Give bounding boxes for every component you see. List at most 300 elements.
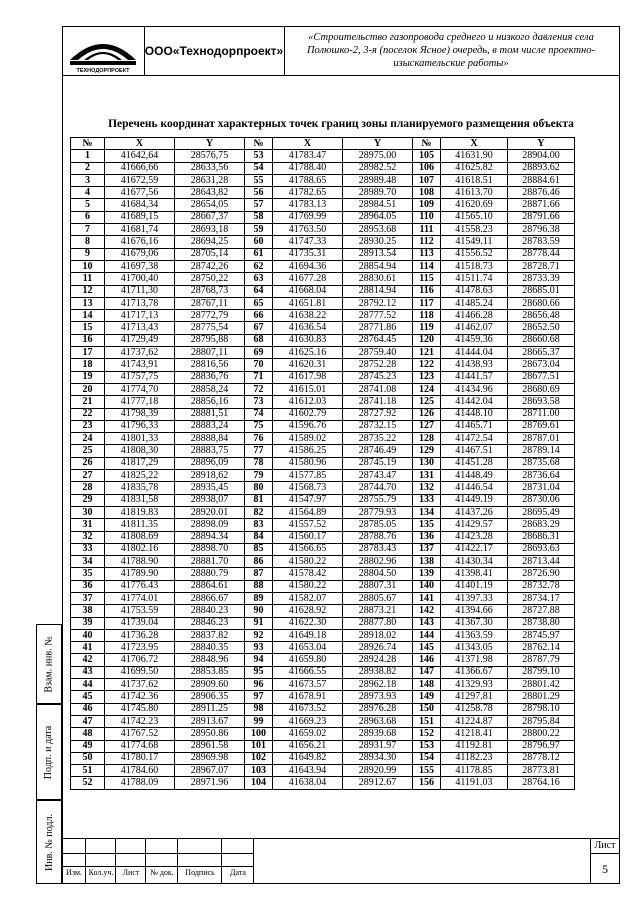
x-coordinate-cell: 41459.36 — [441, 334, 508, 346]
x-coordinate-cell: 41668.04 — [273, 285, 343, 297]
y-coordinate-cell: 28880.79 — [175, 568, 245, 580]
point-number-cell: 106 — [413, 162, 441, 174]
table-row — [71, 592, 575, 604]
point-number-cell: 140 — [413, 580, 441, 592]
x-coordinate-cell: 41367.30 — [441, 617, 508, 629]
point-number-cell: 31 — [71, 519, 105, 531]
point-number-cell: 26 — [71, 457, 105, 469]
point-number-cell: 38 — [71, 605, 105, 617]
y-coordinate-cell: 28727.92 — [343, 408, 413, 420]
x-coordinate-cell: 41717,13 — [105, 310, 175, 322]
point-number-cell: 32 — [71, 531, 105, 543]
point-number-cell: 116 — [413, 285, 441, 297]
table-header-row — [71, 138, 575, 150]
table-row — [71, 691, 575, 703]
y-coordinate-cell: 28733.39 — [508, 273, 575, 285]
y-coordinate-cell: 28695.49 — [508, 506, 575, 518]
point-number-cell: 20 — [71, 383, 105, 395]
point-number-cell: 143 — [413, 617, 441, 629]
y-coordinate-cell: 28930.25 — [343, 236, 413, 248]
y-coordinate-cell: 28576,75 — [175, 150, 245, 162]
y-coordinate-cell: 28791.66 — [508, 211, 575, 223]
point-number-cell: 46 — [71, 703, 105, 715]
x-coordinate-cell: 41798,39 — [105, 408, 175, 420]
x-coordinate-cell: 41566.65 — [273, 543, 343, 555]
x-coordinate-cell: 41684,34 — [105, 199, 175, 211]
x-coordinate-cell: 41556.52 — [441, 248, 508, 260]
y-coordinate-cell: 28854.94 — [343, 260, 413, 272]
x-coordinate-cell: 41831,58 — [105, 494, 175, 506]
y-coordinate-cell: 28962.18 — [343, 679, 413, 691]
stamp-col-kolich — [86, 838, 116, 884]
point-number-cell: 52 — [71, 777, 105, 789]
table-row — [71, 470, 575, 482]
point-number-cell: 63 — [245, 273, 273, 285]
y-coordinate-cell: 28743.47 — [343, 470, 413, 482]
x-coordinate-cell: 41630.83 — [273, 334, 343, 346]
x-coordinate-cell: 41659.02 — [273, 728, 343, 740]
point-number-cell: 50 — [71, 752, 105, 764]
y-coordinate-cell: 28795.84 — [508, 715, 575, 727]
point-number-cell: 36 — [71, 580, 105, 592]
point-number-cell: 59 — [245, 224, 273, 236]
table-row — [71, 703, 575, 715]
y-coordinate-cell: 28764.16 — [508, 777, 575, 789]
point-number-cell: 111 — [413, 224, 441, 236]
column-header: Y — [343, 138, 413, 150]
point-number-cell: 54 — [245, 162, 273, 174]
y-coordinate-cell: 28736.64 — [508, 470, 575, 482]
x-coordinate-cell: 41485.24 — [441, 297, 508, 309]
x-coordinate-cell: 41747.33 — [273, 236, 343, 248]
y-coordinate-cell: 28735.22 — [343, 433, 413, 445]
point-number-cell: 84 — [245, 531, 273, 543]
stamp-label-list: Лист — [122, 868, 140, 877]
x-coordinate-cell: 41363.59 — [441, 629, 508, 641]
document-header — [62, 26, 620, 76]
x-coordinate-cell: 41706.72 — [105, 654, 175, 666]
stamp-label-izm: Изм. — [66, 868, 82, 877]
point-number-cell: 109 — [413, 199, 441, 211]
point-number-cell: 131 — [413, 470, 441, 482]
y-coordinate-cell: 28876.46 — [508, 187, 575, 199]
x-coordinate-cell: 41297.81 — [441, 691, 508, 703]
table-row — [71, 728, 575, 740]
point-number-cell: 44 — [71, 679, 105, 691]
table-row — [71, 777, 575, 789]
point-number-cell: 41 — [71, 642, 105, 654]
x-coordinate-cell: 41642,64 — [105, 150, 175, 162]
x-coordinate-cell: 41780.17 — [105, 752, 175, 764]
x-coordinate-cell: 41612.03 — [273, 396, 343, 408]
y-coordinate-cell: 28773.81 — [508, 765, 575, 777]
x-coordinate-cell: 41673.57 — [273, 679, 343, 691]
point-number-cell: 53 — [245, 150, 273, 162]
point-number-cell: 40 — [71, 629, 105, 641]
table-row — [71, 371, 575, 383]
logo-text: ТЕХНОДОРПРОЕКТ — [76, 68, 130, 74]
page-title: Перечень координат характерных точек границ зоны планируемого размещения объекта — [108, 118, 574, 130]
x-coordinate-cell: 41422.17 — [441, 543, 508, 555]
table-row — [71, 310, 575, 322]
point-number-cell: 153 — [413, 740, 441, 752]
y-coordinate-cell: 28894.34 — [175, 531, 245, 543]
point-number-cell: 105 — [413, 150, 441, 162]
x-coordinate-cell: 41618.51 — [441, 174, 508, 186]
x-coordinate-cell: 41558.23 — [441, 224, 508, 236]
y-coordinate-cell: 28778.44 — [508, 248, 575, 260]
x-coordinate-cell: 41438.93 — [441, 359, 508, 371]
x-coordinate-cell: 41442.04 — [441, 396, 508, 408]
x-coordinate-cell: 41819.83 — [105, 506, 175, 518]
y-coordinate-cell: 28953.68 — [343, 224, 413, 236]
x-coordinate-cell: 41466.28 — [441, 310, 508, 322]
x-coordinate-cell: 41679,06 — [105, 248, 175, 260]
y-coordinate-cell: 28975.00 — [343, 150, 413, 162]
y-coordinate-cell: 28856,16 — [175, 396, 245, 408]
y-coordinate-cell: 28982.52 — [343, 162, 413, 174]
x-coordinate-cell: 41437.26 — [441, 506, 508, 518]
x-coordinate-cell: 41580.22 — [273, 580, 343, 592]
x-coordinate-cell: 41580.96 — [273, 457, 343, 469]
table-row — [71, 322, 575, 334]
x-coordinate-cell: 41444.04 — [441, 347, 508, 359]
point-number-cell: 62 — [245, 260, 273, 272]
point-number-cell: 2 — [71, 162, 105, 174]
point-number-cell: 148 — [413, 679, 441, 691]
point-number-cell: 95 — [245, 666, 273, 678]
point-number-cell: 141 — [413, 592, 441, 604]
y-coordinate-cell: 28858,24 — [175, 383, 245, 395]
point-number-cell: 86 — [245, 556, 273, 568]
table-row — [71, 187, 575, 199]
y-coordinate-cell: 28779.93 — [343, 506, 413, 518]
x-coordinate-cell: 41783.47 — [273, 150, 343, 162]
x-coordinate-cell: 41774.01 — [105, 592, 175, 604]
sheet-label: Лист — [594, 840, 616, 851]
x-coordinate-cell: 41689,15 — [105, 211, 175, 223]
x-coordinate-cell: 41631.90 — [441, 150, 508, 162]
y-coordinate-cell: 28685.01 — [508, 285, 575, 297]
x-coordinate-cell: 41625.16 — [273, 347, 343, 359]
y-coordinate-cell: 28799.10 — [508, 666, 575, 678]
point-number-cell: 94 — [245, 654, 273, 666]
x-coordinate-cell: 41557.52 — [273, 519, 343, 531]
table-row — [71, 297, 575, 309]
y-coordinate-cell: 28759.40 — [343, 347, 413, 359]
point-number-cell: 88 — [245, 580, 273, 592]
x-coordinate-cell: 41258.78 — [441, 703, 508, 715]
x-coordinate-cell: 41423.28 — [441, 531, 508, 543]
point-number-cell: 15 — [71, 322, 105, 334]
point-number-cell: 98 — [245, 703, 273, 715]
point-number-cell: 142 — [413, 605, 441, 617]
point-number-cell: 7 — [71, 224, 105, 236]
y-coordinate-cell: 28816,56 — [175, 359, 245, 371]
table-row — [71, 519, 575, 531]
point-number-cell: 120 — [413, 334, 441, 346]
point-number-cell: 6 — [71, 211, 105, 223]
point-number-cell: 66 — [245, 310, 273, 322]
point-number-cell: 89 — [245, 592, 273, 604]
x-coordinate-cell: 41742.36 — [105, 691, 175, 703]
point-number-cell: 87 — [245, 568, 273, 580]
y-coordinate-cell: 28731.04 — [508, 482, 575, 494]
point-number-cell: 146 — [413, 654, 441, 666]
x-coordinate-cell: 41737,62 — [105, 347, 175, 359]
x-coordinate-cell: 41672,59 — [105, 174, 175, 186]
point-number-cell: 58 — [245, 211, 273, 223]
y-coordinate-cell: 28665.37 — [508, 347, 575, 359]
y-coordinate-cell: 28762.14 — [508, 642, 575, 654]
point-number-cell: 138 — [413, 556, 441, 568]
y-coordinate-cell: 28840.35 — [175, 642, 245, 654]
y-coordinate-cell: 28745.23 — [343, 371, 413, 383]
y-coordinate-cell: 28913.54 — [343, 248, 413, 260]
table-row — [71, 494, 575, 506]
y-coordinate-cell: 28805.67 — [343, 592, 413, 604]
table-row — [71, 666, 575, 678]
point-number-cell: 78 — [245, 457, 273, 469]
x-coordinate-cell: 41622.30 — [273, 617, 343, 629]
y-coordinate-cell: 28683.29 — [508, 519, 575, 531]
y-coordinate-cell: 28633,56 — [175, 162, 245, 174]
point-number-cell: 152 — [413, 728, 441, 740]
y-coordinate-cell: 28750,22 — [175, 273, 245, 285]
column-header: X — [441, 138, 508, 150]
point-number-cell: 1 — [71, 150, 105, 162]
point-number-cell: 24 — [71, 433, 105, 445]
y-coordinate-cell: 28913.67 — [175, 715, 245, 727]
x-coordinate-cell: 41656.21 — [273, 740, 343, 752]
point-number-cell: 65 — [245, 297, 273, 309]
point-number-cell: 150 — [413, 703, 441, 715]
x-coordinate-cell: 41617.98 — [273, 371, 343, 383]
point-number-cell: 45 — [71, 691, 105, 703]
y-coordinate-cell: 28728.71 — [508, 260, 575, 272]
point-number-cell: 61 — [245, 248, 273, 260]
point-number-cell: 9 — [71, 248, 105, 260]
point-number-cell: 93 — [245, 642, 273, 654]
x-coordinate-cell: 41518.73 — [441, 260, 508, 272]
point-number-cell: 129 — [413, 445, 441, 457]
x-coordinate-cell: 41802.16 — [105, 543, 175, 555]
y-coordinate-cell: 28726.90 — [508, 568, 575, 580]
table-row — [71, 457, 575, 469]
x-coordinate-cell: 41783.13 — [273, 199, 343, 211]
stamp-col-list — [116, 838, 146, 884]
y-coordinate-cell: 28745.19 — [343, 457, 413, 469]
point-number-cell: 8 — [71, 236, 105, 248]
x-coordinate-cell: 41653.04 — [273, 642, 343, 654]
table-row — [71, 248, 575, 260]
x-coordinate-cell: 41774.68 — [105, 740, 175, 752]
stamp-label-kolich: Кол.уч. — [88, 868, 114, 877]
x-coordinate-cell: 41788.65 — [273, 174, 343, 186]
point-number-cell: 97 — [245, 691, 273, 703]
table-row — [71, 752, 575, 764]
y-coordinate-cell: 28787.01 — [508, 433, 575, 445]
project-name: «Строительство газопровода среднего и низкого давления села Полюшко-2, 3-я (поселок Ясное) очередь, в том числе проектно-изыскательские работы» — [306, 32, 596, 69]
sheet-divider — [590, 853, 620, 854]
point-number-cell: 4 — [71, 187, 105, 199]
point-number-cell: 104 — [245, 777, 273, 789]
y-coordinate-cell: 28920.01 — [175, 506, 245, 518]
x-coordinate-cell: 41649.18 — [273, 629, 343, 641]
table-row — [71, 506, 575, 518]
y-coordinate-cell: 28989.70 — [343, 187, 413, 199]
point-number-cell: 21 — [71, 396, 105, 408]
y-coordinate-cell: 28973.93 — [343, 691, 413, 703]
original-inventory-cell — [36, 800, 62, 884]
y-coordinate-cell: 28741.18 — [343, 396, 413, 408]
stamp-col-doc — [146, 838, 178, 884]
point-number-cell: 28 — [71, 482, 105, 494]
point-number-cell: 12 — [71, 285, 105, 297]
x-coordinate-cell: 41465.71 — [441, 420, 508, 432]
x-coordinate-cell: 41430.34 — [441, 556, 508, 568]
y-coordinate-cell: 28680.69 — [508, 383, 575, 395]
x-coordinate-cell: 41224.87 — [441, 715, 508, 727]
point-number-cell: 74 — [245, 408, 273, 420]
x-coordinate-cell: 41565.10 — [441, 211, 508, 223]
y-coordinate-cell: 28830.61 — [343, 273, 413, 285]
point-number-cell: 33 — [71, 543, 105, 555]
x-coordinate-cell: 41582.07 — [273, 592, 343, 604]
y-coordinate-cell: 28909.60 — [175, 679, 245, 691]
x-coordinate-cell: 41182.23 — [441, 752, 508, 764]
table-row — [71, 765, 575, 777]
y-coordinate-cell: 28984.51 — [343, 199, 413, 211]
point-number-cell: 69 — [245, 347, 273, 359]
company-logo — [62, 26, 145, 75]
y-coordinate-cell: 28837.82 — [175, 629, 245, 641]
x-coordinate-cell: 41677.28 — [273, 273, 343, 285]
table-row — [71, 359, 575, 371]
x-coordinate-cell: 41620.69 — [441, 199, 508, 211]
point-number-cell: 119 — [413, 322, 441, 334]
x-coordinate-cell: 41767.52 — [105, 728, 175, 740]
point-number-cell: 132 — [413, 482, 441, 494]
point-number-cell: 72 — [245, 383, 273, 395]
point-number-cell: 117 — [413, 297, 441, 309]
table-row — [71, 642, 575, 654]
point-number-cell: 136 — [413, 531, 441, 543]
point-number-cell: 156 — [413, 777, 441, 789]
y-coordinate-cell: 28787.79 — [508, 654, 575, 666]
x-coordinate-cell: 41788.09 — [105, 777, 175, 789]
x-coordinate-cell: 41817,29 — [105, 457, 175, 469]
y-coordinate-cell: 28935,45 — [175, 482, 245, 494]
y-coordinate-cell: 28896,09 — [175, 457, 245, 469]
x-coordinate-cell: 41578.42 — [273, 568, 343, 580]
x-coordinate-cell: 41811.35 — [105, 519, 175, 531]
point-number-cell: 64 — [245, 285, 273, 297]
x-coordinate-cell: 41329.93 — [441, 679, 508, 691]
point-number-cell: 100 — [245, 728, 273, 740]
y-coordinate-cell: 28795,88 — [175, 334, 245, 346]
table-row — [71, 273, 575, 285]
point-number-cell: 70 — [245, 359, 273, 371]
y-coordinate-cell: 28801.42 — [508, 679, 575, 691]
company-name: ООО«Технодорпроект» — [144, 26, 285, 75]
x-coordinate-cell: 41638.04 — [273, 777, 343, 789]
point-number-cell: 67 — [245, 322, 273, 334]
x-coordinate-cell: 41602.79 — [273, 408, 343, 420]
y-coordinate-cell: 28789.14 — [508, 445, 575, 457]
y-coordinate-cell: 28884.61 — [508, 174, 575, 186]
x-coordinate-cell: 41735.31 — [273, 248, 343, 260]
x-coordinate-cell: 41218.41 — [441, 728, 508, 740]
column-header: № — [71, 138, 105, 150]
y-coordinate-cell: 28938,07 — [175, 494, 245, 506]
coordinates-table — [70, 137, 575, 790]
x-coordinate-cell: 41651.81 — [273, 297, 343, 309]
replacement-inventory-cell — [36, 624, 62, 704]
column-header: X — [105, 138, 175, 150]
y-coordinate-cell: 28792.12 — [343, 297, 413, 309]
x-coordinate-cell: 41478.63 — [441, 285, 508, 297]
x-coordinate-cell: 41549.11 — [441, 236, 508, 248]
point-number-cell: 83 — [245, 519, 273, 531]
point-number-cell: 90 — [245, 605, 273, 617]
y-coordinate-cell: 28744.70 — [343, 482, 413, 494]
y-coordinate-cell: 28727.88 — [508, 605, 575, 617]
x-coordinate-cell: 41678.91 — [273, 691, 343, 703]
y-coordinate-cell: 28745.97 — [508, 629, 575, 641]
point-number-cell: 108 — [413, 187, 441, 199]
table-row — [71, 285, 575, 297]
y-coordinate-cell: 28713.44 — [508, 556, 575, 568]
x-coordinate-cell: 41560.17 — [273, 531, 343, 543]
y-coordinate-cell: 28798.10 — [508, 703, 575, 715]
original-inventory-label: Инв. № подл. — [43, 813, 55, 871]
x-coordinate-cell: 41782.65 — [273, 187, 343, 199]
column-header: № — [245, 138, 273, 150]
y-coordinate-cell: 28732.78 — [508, 580, 575, 592]
y-coordinate-cell: 28730.06 — [508, 494, 575, 506]
x-coordinate-cell: 41547.97 — [273, 494, 343, 506]
sheet-number: 5 — [602, 862, 608, 876]
x-coordinate-cell: 41449.19 — [441, 494, 508, 506]
y-coordinate-cell: 28814.94 — [343, 285, 413, 297]
x-coordinate-cell: 41825,22 — [105, 470, 175, 482]
x-coordinate-cell: 41743,91 — [105, 359, 175, 371]
point-number-cell: 51 — [71, 765, 105, 777]
y-coordinate-cell: 28785.05 — [343, 519, 413, 531]
y-coordinate-cell: 28918,62 — [175, 470, 245, 482]
point-number-cell: 37 — [71, 592, 105, 604]
y-coordinate-cell: 28804.50 — [343, 568, 413, 580]
x-coordinate-cell: 41434.96 — [441, 383, 508, 395]
x-coordinate-cell: 41736.28 — [105, 629, 175, 641]
x-coordinate-cell: 41638.22 — [273, 310, 343, 322]
x-coordinate-cell: 41178.85 — [441, 765, 508, 777]
y-coordinate-cell: 28853.85 — [175, 666, 245, 678]
x-coordinate-cell: 41711,30 — [105, 285, 175, 297]
y-coordinate-cell: 28969.98 — [175, 752, 245, 764]
y-coordinate-cell: 28769.61 — [508, 420, 575, 432]
point-number-cell: 29 — [71, 494, 105, 506]
table-row — [71, 408, 575, 420]
x-coordinate-cell: 41808,30 — [105, 445, 175, 457]
y-coordinate-cell: 28796.38 — [508, 224, 575, 236]
table-row — [71, 150, 575, 162]
y-coordinate-cell: 28934.30 — [343, 752, 413, 764]
point-number-cell: 80 — [245, 482, 273, 494]
x-coordinate-cell: 41472.54 — [441, 433, 508, 445]
y-coordinate-cell: 28961.58 — [175, 740, 245, 752]
